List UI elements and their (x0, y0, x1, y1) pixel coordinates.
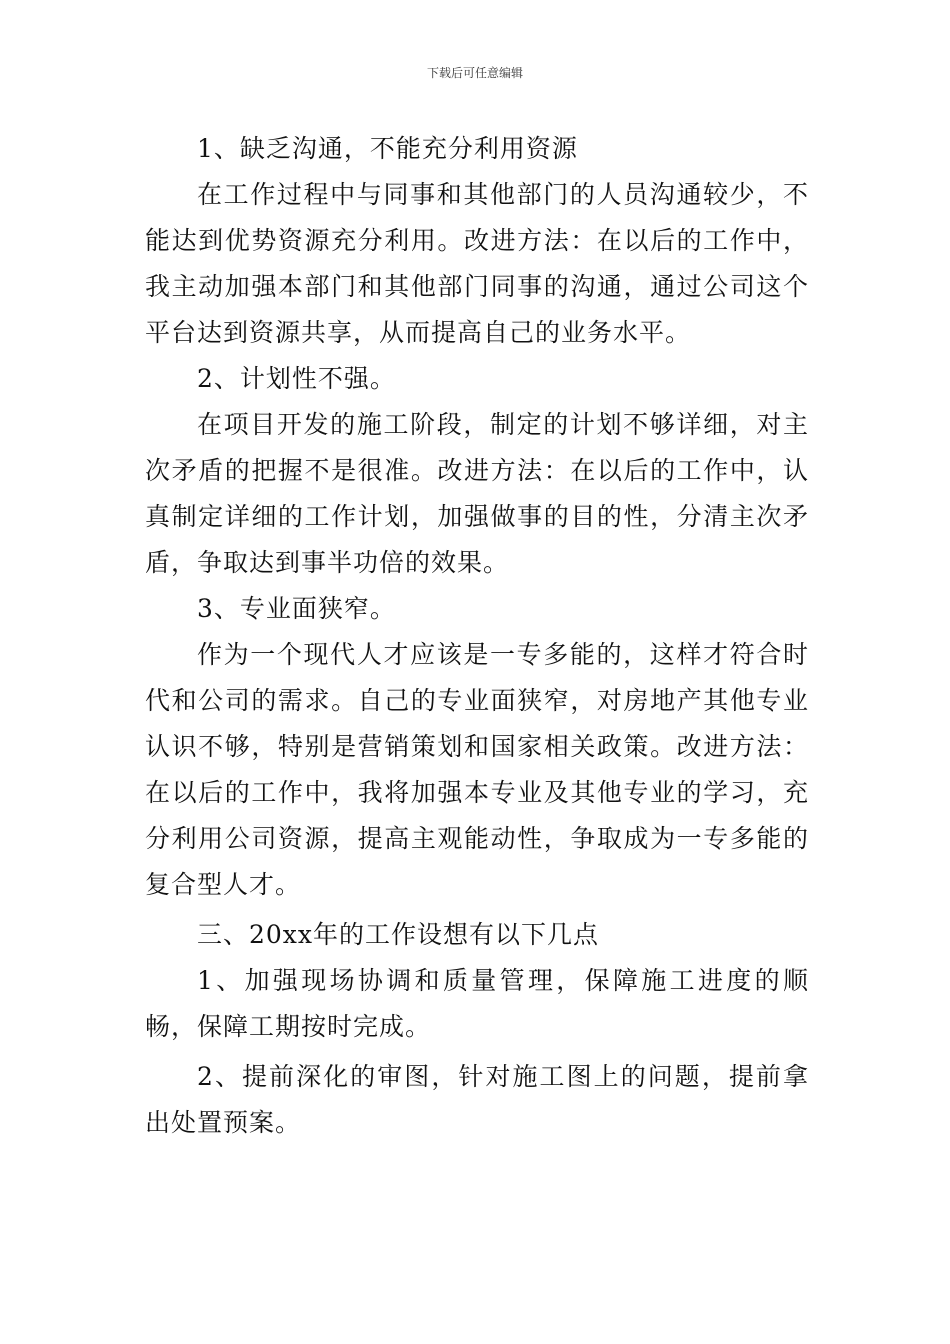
heading-weak-planning: 2、计划性不强。 (197, 364, 396, 393)
plan-item-1: 1、加强现场协调和质量管理，保障施工进度的顺畅，保障工期按时完成。 (145, 966, 809, 1041)
heading-lack-of-communication: 1、缺乏沟通，不能充分利用资源 (197, 134, 578, 163)
section-heading-work-plan: 三、20xx年的工作设想有以下几点 (197, 920, 600, 949)
paragraph-planning-body: 在项目开发的施工阶段，制定的计划不够详细，对主次矛盾的把握不是很准。改进方法：在以后的工作中，认真制定详细的工作计划，加强做事的目的性，分清主次矛盾，争取达到事半功倍的效果。 (145, 410, 809, 577)
heading-narrow-expertise: 3、专业面狭窄。 (197, 594, 396, 623)
plan-item-2: 2、提前深化的审图，针对施工图上的问题，提前拿出处置预案。 (145, 1062, 809, 1137)
paragraph-communication-body: 在工作过程中与同事和其他部门的人员沟通较少，不能达到优势资源充分利用。改进方法：在以后的工作中，我主动加强本部门和其他部门同事的沟通，通过公司这个平台达到资源共享，从而提高自己的业务水平。 (145, 180, 809, 347)
document-body (145, 126, 809, 1146)
paragraph-expertise-body: 作为一个现代人才应该是一专多能的，这样才符合时代和公司的需求。自己的专业面狭窄，对房地产其他专业认识不够，特别是营销策划和国家相关政策。改进方法：在以后的工作中，我将加强本专业及其他专业的学习，充分利用公司资源，提高主观能动性，争取成为一专多能的复合型人才。 (145, 640, 809, 899)
page-header: 下载后可任意编辑 (426, 66, 523, 80)
